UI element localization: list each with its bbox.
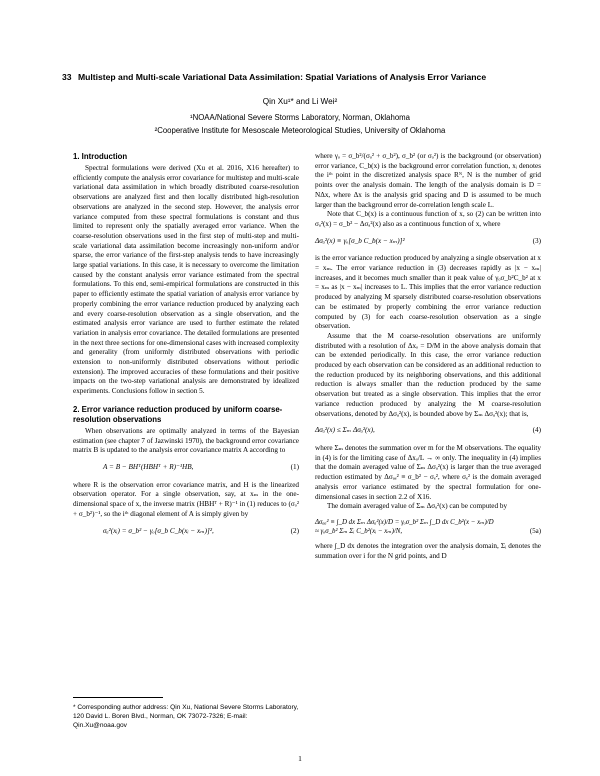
equation-5a-body — [315, 518, 494, 536]
equation-4-body: Δσₐ²(x) ≤ Σₘ Δσₐ²(x), — [315, 426, 375, 435]
affiliation-2: ²Cooperative Institute for Mesoscale Meteorological Studies, University of Oklahoma — [154, 126, 446, 135]
right-paragraph-5: where Σₘ denotes the summation over m for the M observations. The equality in (4) is for the limiting case of Δxₒ/L → ∞ only. The inequality in (4) implies that the domain averaged value of Σₘ Δσₐ²(x) is larger than the true averaged reduction estimated by Δσₐₑ² ≡ σ_b² − σₑ², where σₑ² is the domain averaged analysis error variance estimated by the spectral formulation for one-dimensional cases in section 2.2 of X16. — [315, 443, 541, 501]
paper-number: 33 — [62, 72, 72, 82]
page-number: 1 — [298, 754, 302, 763]
equation-2 — [73, 527, 299, 537]
equation-5a-line-1: Δσₐₐ² ≡ ∫_D dx Σₘ Δσₐ²(x)/D = γₒσ_b² Σₘ ∫_D dx C_b²(x − xₘ)/D — [315, 518, 494, 526]
right-paragraph-3: is the error variance reduction produced by analyzing a single observation at x = xₘ. The error variance reduction in (3) decreases rapidly as |x − xₘ| increases, and it becomes much smaller than it peak value of γₒσ_b²C_b² at x = xₘ as |x − xₘ| increases to L. This implies that the error variance reduction produced by analyzing M sparsely distributed coarse-resolution observations can be estimated by properly combining the error variance reduction computed by (3) for each coarse-resolution observation as a single observation. — [315, 254, 541, 331]
footnote-rule — [73, 697, 163, 698]
intro-paragraph: Spectral formulations were derived (Xu et al. 2016, X16 hereafter) to efficiently compute the analysis error covariance for multistep and multi-scale variational data assimilation in which broadly distributed coarse-resolution observations are analyzed first and then locally distributed high-resolution observations are analyzed in the second step. However, the analysis error variance computed from these spectral formulations is constant and thus limited to represent only the spatially averaged error variance. When the coarse-resolution observations used in the first step of multi-step and multi-scale variational data assimilation become increasingly non-uniform and/or sparse, the error variance of the first-step analysis tends to have increasingly large spatial variations. In this case, it is necessary to overcome the limitation caused by the constant analysis error variance estimated from the spectral formulations. To this end, semi-empirical formulations are constructed in this paper to efficiently estimate the spatial variation of analysis error variance by properly combining the error variance reduction produced by analyzing each and every coarse-resolution observation as a single observation, and the estimated analysis error variance are used to further estimate the related variation in analysis error covariance. The detailed formulations are presented in the next three sections for one-dimensional cases with increased complexity and generality (from uniformly distributed observations with periodic extension to non-uniformly distributed observations without periodic extension). The improved accuracies of these formulations and their positive impacts on the two-step variational analysis are demonstrated by idealized experiments. Conclusions follow in section 5. — [73, 164, 299, 396]
right-paragraph-6: The domain averaged value of Σₘ Δσₐ²(x) can be computed by — [327, 502, 508, 511]
section-2-heading: 2. Error variance reduction produced by uniform coarse-resolution observations — [73, 404, 283, 424]
authors: Qin Xu¹* and Li Wei² — [262, 97, 338, 106]
affiliation-1: ¹NOAA/National Severe Storms Laboratory, Norman, Oklahoma — [190, 113, 410, 122]
left-column — [73, 152, 299, 544]
section-2-paragraph-2: where R is the observation error covariance matrix, and H is the linearized observation operator. For a single observation, say, at xₘ in the one-dimensional space of x, the inverse matrix (HBHᵀ + R)⁻¹ in (1) reduces to (σₒ² + σ_b²)⁻¹, so the iᵗʰ diagonal element of A is simply given by — [73, 480, 299, 518]
equation-1-body: A = B − BHᵀ(HBHᵀ + R)⁻¹HB, — [103, 462, 194, 471]
right-paragraph-7: where ∫_D dx denotes the integration over the analysis domain, Σᵢ denotes the summation over i for the N grid points, and D — [315, 541, 541, 560]
equation-4 — [315, 426, 541, 436]
equation-4-tag: (4) — [532, 426, 541, 435]
equation-2-tag: (2) — [290, 526, 299, 535]
equation-1-tag: (1) — [290, 462, 299, 471]
equation-2-body: σₐ²(xᵢ) = σ_b² − γₒ[σ_b C_b(xᵢ − xₘ)]², — [103, 526, 214, 535]
paper-title-text: Multistep and Multi-scale Variational Data Assimilation: Spatial Variations of Analysis Error Variance — [77, 72, 487, 82]
paper-title — [62, 72, 542, 83]
equation-3-body: Δσₐ²(x) ≡ γₒ[σ_b C_b(x − xₘ)]² — [315, 236, 405, 245]
equation-3-tag: (3) — [532, 236, 541, 245]
equation-5a-line-2: ≈ γₒσ_b² Σₘ Σᵢ C_b²(xᵢ − xₘ)/N, — [315, 527, 403, 535]
right-paragraph-1: where γₒ = σ_b²/(σₒ² + σ_b²), σ_b² (or σₒ²) is the background (or observation) error variance, C_b(x) is the background error correlation function, xᵢ denotes the iᵗʰ point in the discretized analysis space Rᴺ, N is the number of grid points over the analysis domain. The length of the analysis domain is D = NΔx, where Δx is the analysis grid spacing and D is assumed to be much larger than the background error de-correlation length scale L. — [315, 152, 541, 209]
equation-5a-tag: (5a) — [529, 527, 541, 535]
section-2-paragraph-1: When observations are optimally analyzed in terms of the Bayesian estimation (see chapter 7 of Jazwinski 1970), the background error covariance matrix B is updated to the analysis error covariance matrix A according to — [73, 426, 299, 455]
right-paragraph-4: Assume that the M coarse-resolution observations are uniformly distributed with a resolution of Δxₒ = D/M in the above analysis domain that can be extended periodically. In this case, the error variance reduction produced by each observation can be considered as an additional reduction to the reduction produced by its neighboring observations, and this additional reduction is always smaller than the reduction produced by the same observation but treated as a single observation. This implies that the error variance reduction produced by analyzing the M coarse-resolution observations, denoted by Δσₐ²(x), is bounded above by Σₘ Δσₐ²(x); that is, — [315, 331, 541, 418]
right-paragraph-2: Note that C_b(x) is a continuous function of x, so (2) can be written into σₐ²(x) = σ_b² − Δσₐ²(x) also as a continuous function of x, where — [315, 210, 541, 228]
corresponding-author-footnote: * Corresponding author address: Qin Xu, National Severe Storms Laboratory, 120 David L. Boren Blvd., Norman, OK 73072-7326; E-mail: Qin.Xu@noaa.gov — [73, 704, 299, 729]
right-column — [315, 152, 541, 561]
equation-3 — [315, 237, 541, 247]
equation-1 — [73, 463, 299, 473]
equation-5a — [315, 518, 541, 536]
section-1-heading: 1. Introduction — [73, 152, 128, 161]
